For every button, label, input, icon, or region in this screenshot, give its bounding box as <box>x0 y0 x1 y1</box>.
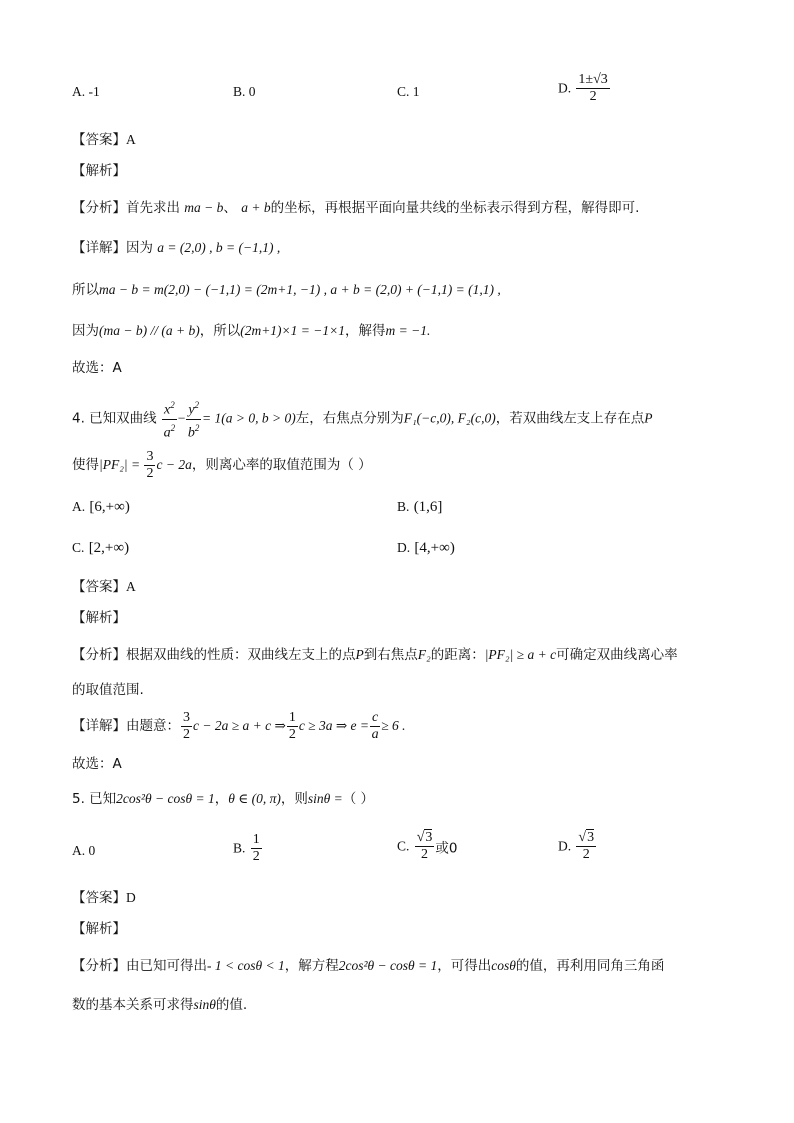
q4-analysis-label: 【解析】 <box>72 610 126 626</box>
q4-fenxi-line1: 【分析】根据双曲线的性质：双曲线左支上的点P到右焦点F₂的距离：|PF₂| ≥ a + c可确定双曲线离心率 <box>72 647 678 663</box>
q5-option-b: B. $\frac{1}{2}$ <box>233 832 260 864</box>
q3-option-b: B. 0 <box>233 84 256 99</box>
q3-option-c: C. 1 <box>397 84 420 99</box>
q5-fenxi-line2: 数的基本关系可求得sinθ的值. <box>72 997 248 1013</box>
q4-answer: 【答案】A <box>72 579 136 595</box>
q4-option-d: D. [4,+∞) <box>397 540 455 556</box>
q3-line2: 所以ma − b = m(2,0) − (−1,1) = (2m+1, −1) , a + b = (2,0) + (−1,1) = (1,1) , <box>72 282 501 298</box>
q4-option-a: A. [6,+∞) <box>72 499 130 515</box>
q4-stem-line1: 4. 已知双曲线 $\frac{x^2}{a^2}$ − $\frac{y^2}{b^2}$ = 1(a > 0, b > 0)左，右焦点分别为F₁(−c,0), F₂(c,0)，若双曲线左支上存在点P <box>72 397 652 433</box>
q5-option-a: A. 0 <box>72 843 96 858</box>
q3-choose: 故选：A <box>72 360 122 376</box>
q5-analysis-label: 【解析】 <box>72 921 126 937</box>
q3-option-d: D. $\frac{1\pm√3}{2}$ <box>558 72 608 104</box>
q3-analysis-label: 【解析】 <box>72 163 126 179</box>
q5-stem: 5. 已知2cos²θ − cosθ = 1，θ ∈ (0, π)，则sinθ =（ ） <box>72 791 375 807</box>
q5-option-d: D. $\frac{√3}{2}$ <box>558 830 595 862</box>
q3-fenxi: 【分析】首先求出 ma − b、 a + b的坐标，再根据平面向量共线的坐标表示得到方程，解得即可. <box>72 200 640 216</box>
q4-stem-line2: 使得|PF₂| = $\frac{3}{2}$ c − 2a，则离心率的取值范围为（ ） <box>72 449 372 481</box>
q4-fenxi-line2: 的取值范围. <box>72 682 144 698</box>
q4-detail: 【详解】由题意： $\frac{3}{2}$ c − 2a ≥ a + c ⇒ $\frac{1}{2}$ c ≥ 3a ⇒ e = $\frac{c}{a}$ ≥ 6 . <box>72 710 406 742</box>
q4-choose: 故选：A <box>72 756 122 772</box>
q3-option-d-fraction: $\frac{1\pm√3}{2}$ <box>578 72 608 104</box>
q3-line3: 因为(ma − b) // (a + b)，所以(2m+1)×1 = −1×1，解得m = −1. <box>72 323 431 339</box>
q3-detail: 【详解】因为 a = (2,0) , b = (−1,1) , <box>72 240 281 256</box>
q5-option-c: C. $\frac{√3}{2}$ 或0 <box>397 830 458 862</box>
q3-option-a: A. -1 <box>72 84 100 99</box>
q5-fenxi-line1: 【分析】由已知可得出- 1 < cosθ < 1，解方程2cos²θ − cosθ = 1，可得出cosθ的值，再利用同角三角函 <box>72 958 665 974</box>
q4-option-b: B. (1,6] <box>397 499 443 515</box>
q3-answer: 【答案】A <box>72 132 136 148</box>
q4-option-c: C. [2,+∞) <box>72 540 130 556</box>
q5-answer: 【答案】D <box>72 890 136 906</box>
